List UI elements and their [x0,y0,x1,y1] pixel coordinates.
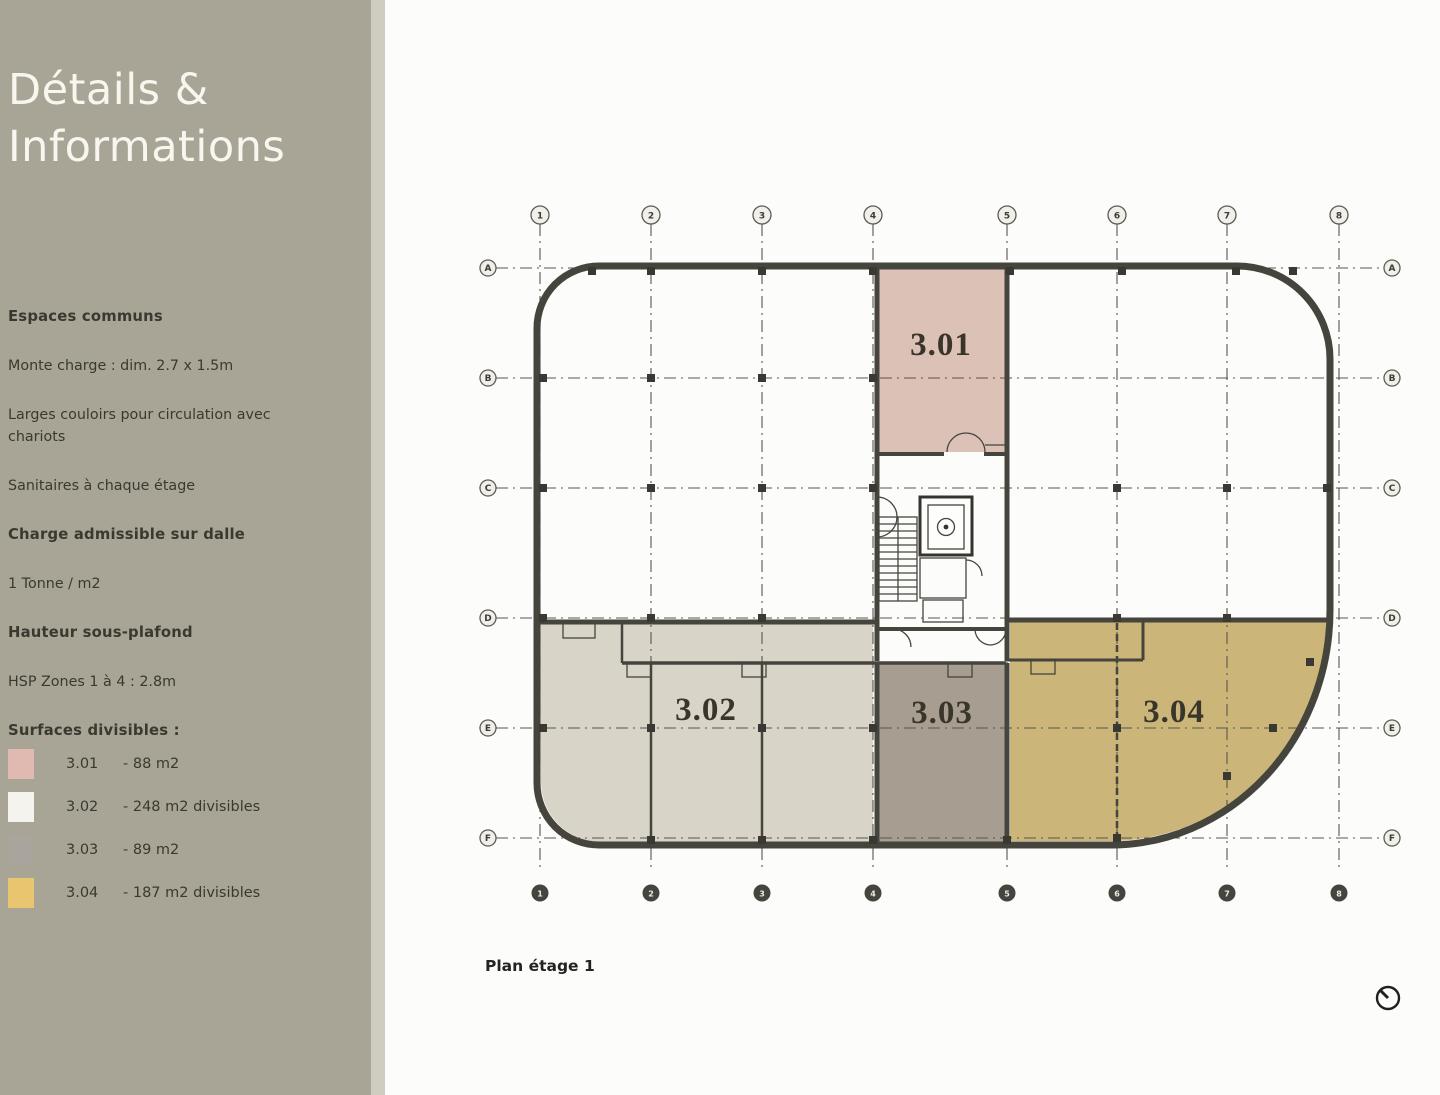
north-indicator-icon [1377,987,1399,1009]
column-marker [647,267,655,275]
column-marker [1269,724,1277,732]
page-title: Détails & Informations [8,65,286,172]
section-heading-hauteur: Hauteur sous-plafond [8,624,193,641]
grid-label-row: E [1388,724,1396,735]
grid-label-col: 1 [536,211,544,222]
grid-label-col: 3 [759,889,765,899]
plan-caption: Plan étage 1 [485,957,595,975]
legend-zone-value: - 248 m2 divisibles [123,799,261,815]
sidebar-info-list [8,306,313,769]
legend-swatch-3-02 [8,792,34,822]
grid-label-col: 7 [1224,889,1230,899]
zone-3-04 [1010,622,1326,841]
column-marker [1223,772,1231,780]
legend-swatch-3-01 [8,749,34,779]
info-couloirs: Larges couloirs pour circulation avec chariots [8,407,271,445]
column-marker [1323,484,1331,492]
grid-label-row: C [1388,484,1396,495]
info-hsp: HSP Zones 1 à 4 : 2.8m [8,674,176,690]
grid-label-col: 1 [537,889,543,899]
column-marker [758,484,766,492]
legend-zone-id: 3.03 [66,842,99,858]
core-details [877,433,1006,647]
section-heading-surfaces: Surfaces divisibles : [8,722,180,739]
legend-row [8,748,348,780]
legend-zone-id: 3.04 [66,885,99,901]
grid-label-col: 5 [1003,211,1011,222]
grid-label-row: B [484,374,492,385]
grid-label-row: B [1388,374,1396,385]
door-arc [893,629,911,647]
zone-3-03 [878,664,1005,842]
column-marker [1289,267,1297,275]
column-marker [539,614,547,622]
legend-swatch-3-04 [8,878,34,908]
zone-label-3-02: 3.02 [675,692,737,728]
legend-zone-id: 3.02 [66,799,99,815]
column-marker [758,267,766,275]
column-marker [1306,658,1314,666]
section-heading-charge: Charge admissible sur dalle [8,526,246,543]
legend-zone-id: 3.01 [66,756,99,772]
grid-label-col: 6 [1114,889,1120,899]
grid-label-row: A [484,264,492,275]
legend-row [8,877,348,909]
column-marker [1232,267,1240,275]
grid-label-row: A [1388,264,1396,275]
grid-label-row: F [1388,834,1396,845]
column-marker [869,724,877,732]
section-heading-espaces-communs: Espaces communs [8,308,163,325]
column-marker [1113,724,1121,732]
legend-row [8,834,348,866]
floor-plan-svg [385,0,1440,1095]
column-marker [1118,267,1126,275]
grid-label-col: 4 [869,211,877,222]
column-marker [758,374,766,382]
legend-swatch-3-03 [8,835,34,865]
zone-3-02 [540,624,873,842]
grid-label-col: 8 [1335,211,1343,222]
legend-zone-value: - 89 m2 [123,842,180,858]
column-marker [539,724,547,732]
column-marker [539,374,547,382]
grid-label-col: 8 [1336,889,1342,899]
info-monte-charge: Monte charge : dim. 2.7 x 1.5m [8,358,234,374]
zone-label-3-03: 3.03 [911,695,973,731]
column-marker [758,724,766,732]
double-door-arc [975,629,1006,645]
legend-zone-value: - 187 m2 divisibles [123,885,261,901]
column-marker [1223,484,1231,492]
grid-label-row: F [484,834,492,845]
info-sanitaires: Sanitaires à chaque étage [8,478,196,494]
sidebar [0,0,385,1095]
column-marker [1223,614,1231,622]
column-marker [869,484,877,492]
grid-label-col: 4 [870,889,876,899]
column-marker [647,374,655,382]
grid-label-col: 2 [648,889,654,899]
column-marker [1113,484,1121,492]
column-marker [588,267,596,275]
column-marker [1113,834,1121,842]
grid-label-col: 3 [758,211,766,222]
door-arc [966,560,982,576]
column-marker [647,614,655,622]
grid-label-row: D [1388,614,1396,625]
grid-label-row: C [484,484,492,495]
column-marker [869,836,877,844]
column-marker [539,484,547,492]
column-marker [647,836,655,844]
monte-charge [920,558,966,598]
column-marker [647,724,655,732]
grid-label-col: 5 [1004,889,1010,899]
zone-label-3-01: 3.01 [910,327,972,363]
zone-label-3-04: 3.04 [1143,694,1205,730]
grid-label-col: 2 [647,211,655,222]
column-marker [1113,614,1121,622]
info-tonne: 1 Tonne / m2 [8,576,101,592]
grid-label-row: D [484,614,492,625]
column-marker [1003,836,1011,844]
column-marker [869,374,877,382]
grid-label-col: 7 [1223,211,1231,222]
grid-label-row: E [484,724,492,735]
column-marker [869,267,877,275]
legend-row [8,791,348,823]
column-marker [1006,267,1014,275]
column-marker [758,614,766,622]
column-marker [758,836,766,844]
column-marker [647,484,655,492]
legend-zone-value: - 88 m2 [123,756,180,772]
grid-label-col: 6 [1113,211,1121,222]
surface-legend [8,748,348,920]
